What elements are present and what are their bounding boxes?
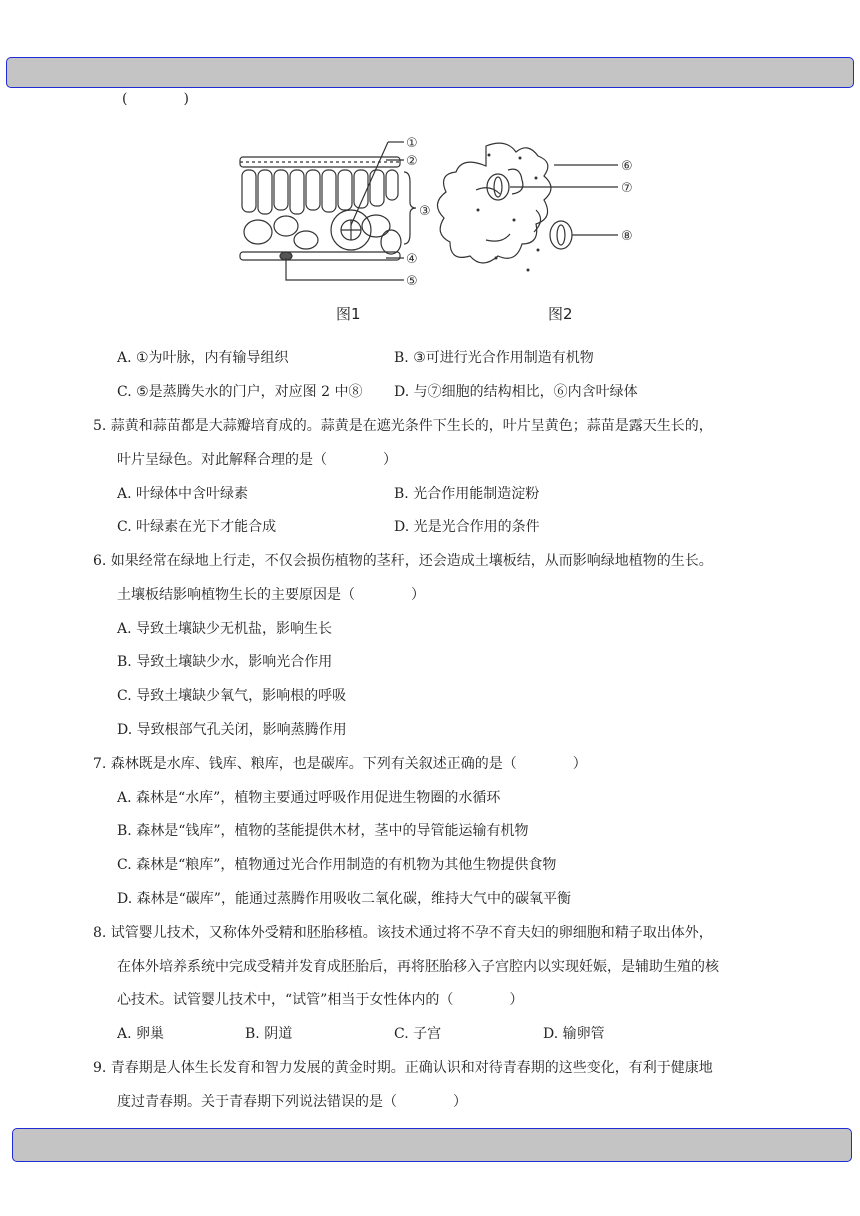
q6-option-c: C. 导致土壤缺少氧气，影响根的呼吸 (117, 688, 347, 704)
q8-stem-line-3: 心技术。试管婴儿技术中，“试管”相当于女性体内的（ ） (117, 992, 524, 1008)
leaf-structure-figure (236, 130, 656, 330)
label-2: ② (406, 154, 418, 169)
q6-option-b: B. 导致土壤缺少水，影响光合作用 (117, 654, 333, 670)
question-4-answer-blank: ( ) (122, 91, 189, 107)
q8-option-c: C. 子宫 (394, 1026, 442, 1042)
label-4: ④ (406, 252, 418, 267)
q5-option-d: D. 光是光合作用的条件 (394, 519, 540, 535)
label-5: ⑤ (406, 274, 418, 289)
q6-option-a: A. 导致土壤缺少无机盐，影响生长 (117, 621, 333, 637)
q6-option-d: D. 导致根部气孔关闭，影响蒸腾作用 (117, 722, 347, 738)
q8-option-b: B. 阴道 (245, 1026, 293, 1042)
figure-1-caption: 图1 (336, 305, 361, 323)
q8-option-d: D. 输卵管 (543, 1026, 605, 1042)
label-6: ⑥ (621, 159, 633, 174)
q8-option-a: A. 卵巢 (117, 1026, 165, 1042)
q5-option-c: C. 叶绿素在光下才能合成 (117, 519, 277, 535)
q4-option-c: C. ⑤是蒸腾失水的门户，对应图 2 中⑧ (117, 384, 363, 400)
q9-stem-line-2: 度过青春期。关于青春期下列说法错误的是（ ） (117, 1094, 467, 1110)
q6-stem-line-2: 土壤板结影响植物生长的主要原因是（ ） (117, 587, 425, 603)
header-bar (6, 57, 854, 88)
q5-option-a: A. 叶绿体中含叶绿素 (117, 486, 249, 502)
q7-option-b: B. 森林是“钱库”，植物的茎能提供木材，茎中的导管能运输有机物 (117, 823, 529, 839)
q7-option-a: A. 森林是“水库”，植物主要通过呼吸作用促进生物圈的水循环 (117, 790, 501, 806)
figure-2-caption: 图2 (548, 305, 573, 323)
label-1: ① (406, 136, 418, 151)
footer-bar (12, 1128, 852, 1162)
q4-option-b: B. ③可进行光合作用制造有机物 (394, 350, 594, 366)
q7-option-d: D. 森林是“碳库”，能通过蒸腾作用吸收二氧化碳，维持大气中的碳氧平衡 (117, 891, 571, 907)
q5-option-b: B. 光合作用能制造淀粉 (394, 486, 540, 502)
q5-stem-line-1: 5. 蒜黄和蒜苗都是大蒜瓣培育成的。蒜黄是在遮光条件下生长的，叶片呈黄色；蒜苗是露天生长的， (93, 418, 713, 434)
q4-option-a: A. ①为叶脉，内有输导组织 (117, 350, 289, 366)
q4-option-d: D. 与⑦细胞的结构相比，⑥内含叶绿体 (394, 384, 638, 400)
leaf-epidermis-diagram (437, 143, 618, 263)
label-8: ⑧ (621, 229, 633, 244)
label-3: ③ (419, 204, 431, 219)
q8-stem-line-1: 8. 试管婴儿技术，又称体外受精和胚胎移植。该技术通过将不孕不育夫妇的卵细胞和精子取出体外， (93, 925, 713, 941)
q7-stem-line-1: 7. 森林既是水库、钱库、粮库，也是碳库。下列有关叙述正确的是（ ） (93, 756, 587, 772)
q6-stem-line-1: 6. 如果经常在绿地上行走，不仅会损伤植物的茎秆，还会造成土壤板结，从而影响绿地植物的生长。 (93, 553, 713, 569)
q9-stem-line-1: 9. 青春期是人体生长发育和智力发展的黄金时期。正确认识和对待青春期的这些变化，有利于健康地 (93, 1060, 713, 1076)
q5-stem-line-2: 叶片呈绿色。对此解释合理的是（ ） (117, 452, 397, 468)
q8-stem-line-2: 在体外培养系统中完成受精并发育成胚胎后，再将胚胎移入子宫腔内以实现妊娠，是辅助生殖的核 (117, 959, 719, 975)
q7-option-c: C. 森林是“粮库”，植物通过光合作用制造的有机物为其他生物提供食物 (117, 857, 557, 873)
label-7: ⑦ (621, 181, 633, 196)
leaf-cross-section-diagram (240, 142, 416, 280)
